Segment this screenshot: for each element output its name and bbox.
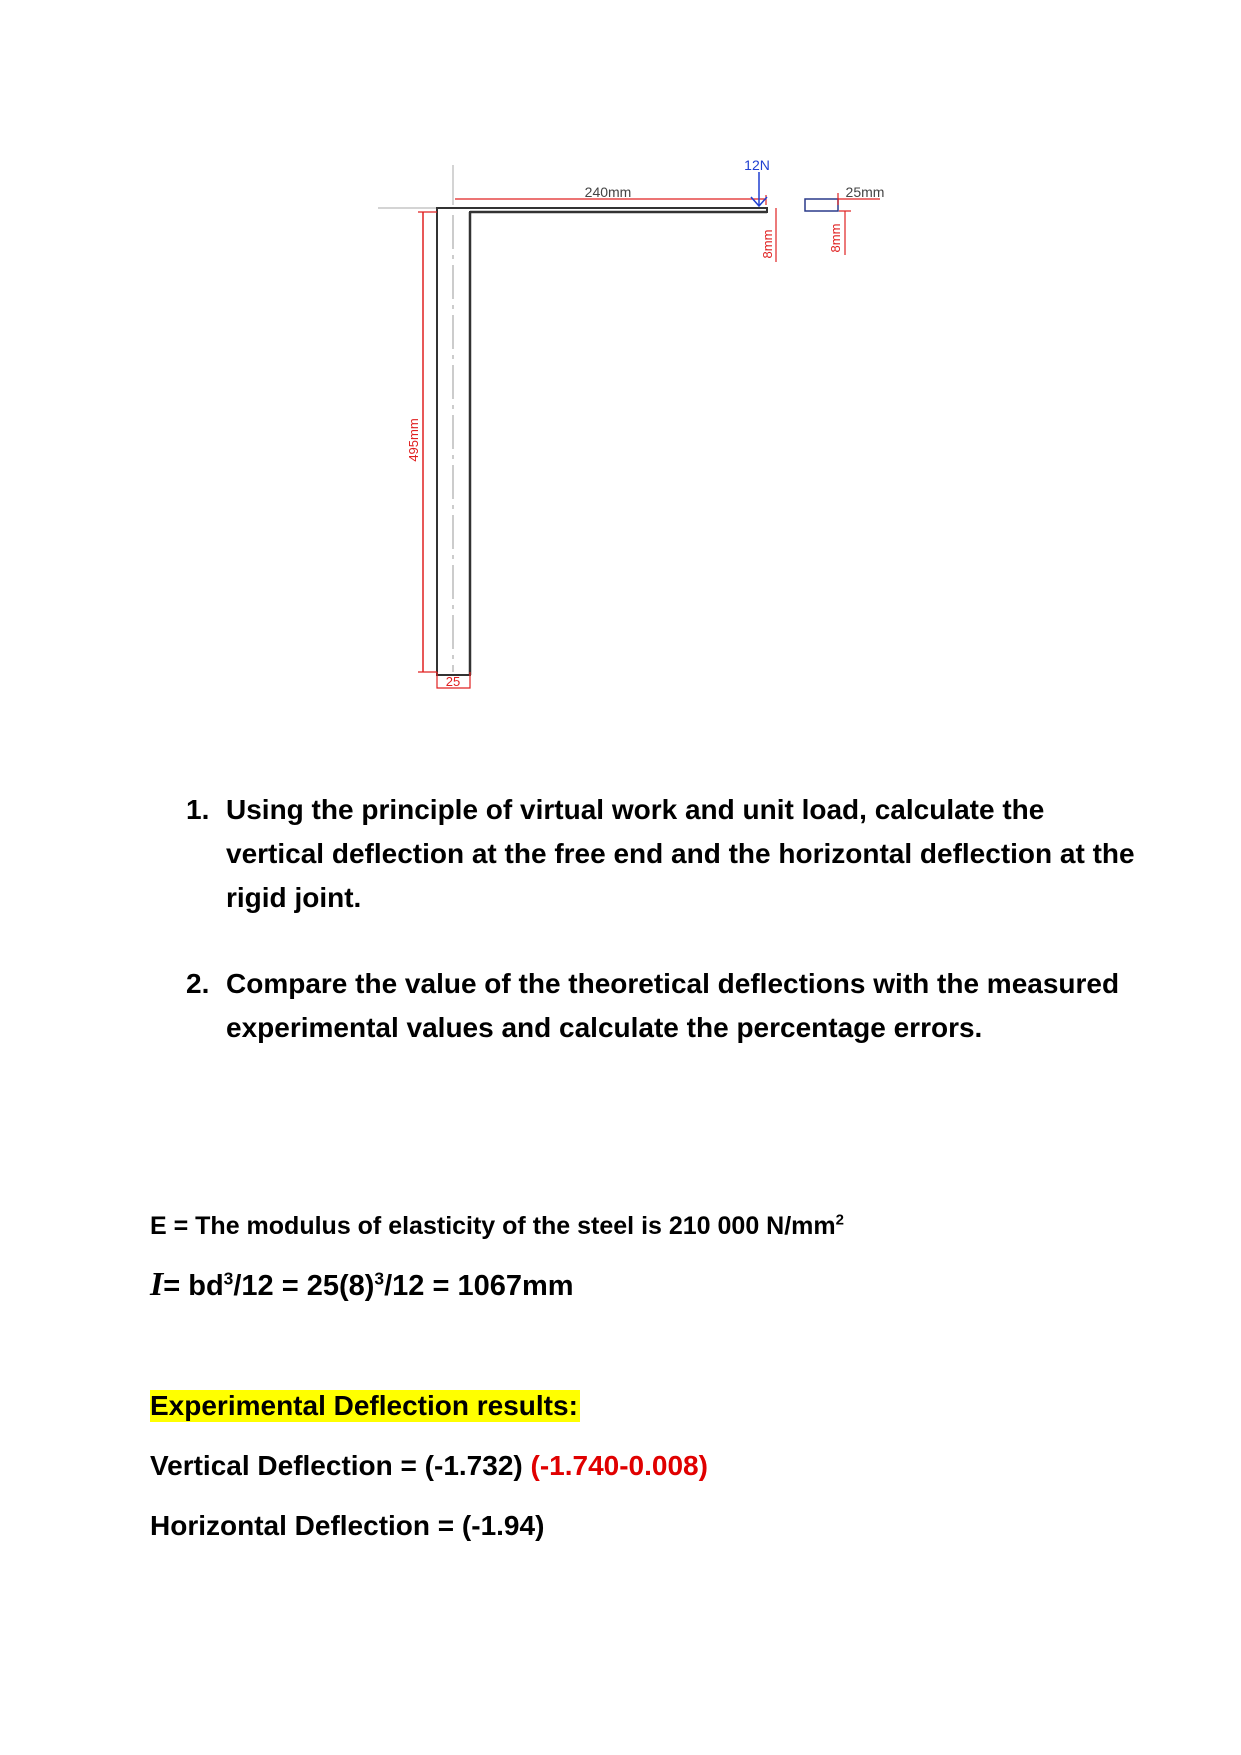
question-text: Compare the value of the theoretical deflections with the measured experimental values and calculate the percentage errors.: [226, 968, 1120, 1043]
vertical-length-label: 495mm: [406, 418, 421, 462]
horizontal-deflection-row: [150, 1510, 544, 1542]
question-text: Using the principle of virtual work and unit load, calculate the vertical deflection at the free end and the horizontal deflection at the rigid joint.: [226, 794, 1135, 913]
cross-section: [805, 199, 838, 211]
question-1: [186, 788, 1146, 920]
question-list: [186, 788, 1146, 1043]
frame-outline: [437, 208, 767, 675]
frame-diagram: [0, 0, 1241, 720]
horizontal-length-label: 240mm: [584, 184, 632, 200]
section-depth-label: 8mm: [828, 223, 843, 253]
inertia-part-c: /12 = 1067mm: [384, 1270, 574, 1302]
inertia-part-a: = bd: [163, 1270, 224, 1302]
question-number: 2.: [186, 968, 210, 999]
inertia-superscript-1: 3: [223, 1268, 234, 1289]
vertical-deflection-correction: (-1.740-0.008): [530, 1450, 708, 1481]
horizontal-deflection-label: Horizontal Deflection = (-1.94): [150, 1510, 545, 1541]
base-width-label: 25: [445, 674, 461, 689]
vertical-deflection-row: [150, 1450, 708, 1482]
vertical-deflection-label: Vertical Deflection = (-1.732): [150, 1450, 523, 1481]
modulus-text: E = The modulus of elasticity of the steel is 210 000 N/mm: [150, 1212, 836, 1240]
results-heading: Experimental Deflection results:: [150, 1390, 578, 1421]
question-number: 1.: [186, 794, 210, 825]
modulus-statement: [150, 1212, 844, 1241]
inertia-formula: [150, 1266, 574, 1304]
inertia-symbol: I: [150, 1266, 164, 1303]
question-2: [186, 962, 1146, 1050]
inertia-superscript-2: 3: [374, 1268, 385, 1289]
section-width-label: 25mm: [845, 184, 885, 200]
inertia-part-b: /12 = 25(8): [233, 1270, 375, 1302]
modulus-superscript: 2: [835, 1211, 844, 1229]
depth-label-left: 8mm: [760, 229, 775, 259]
load-label: 12N: [744, 157, 770, 173]
